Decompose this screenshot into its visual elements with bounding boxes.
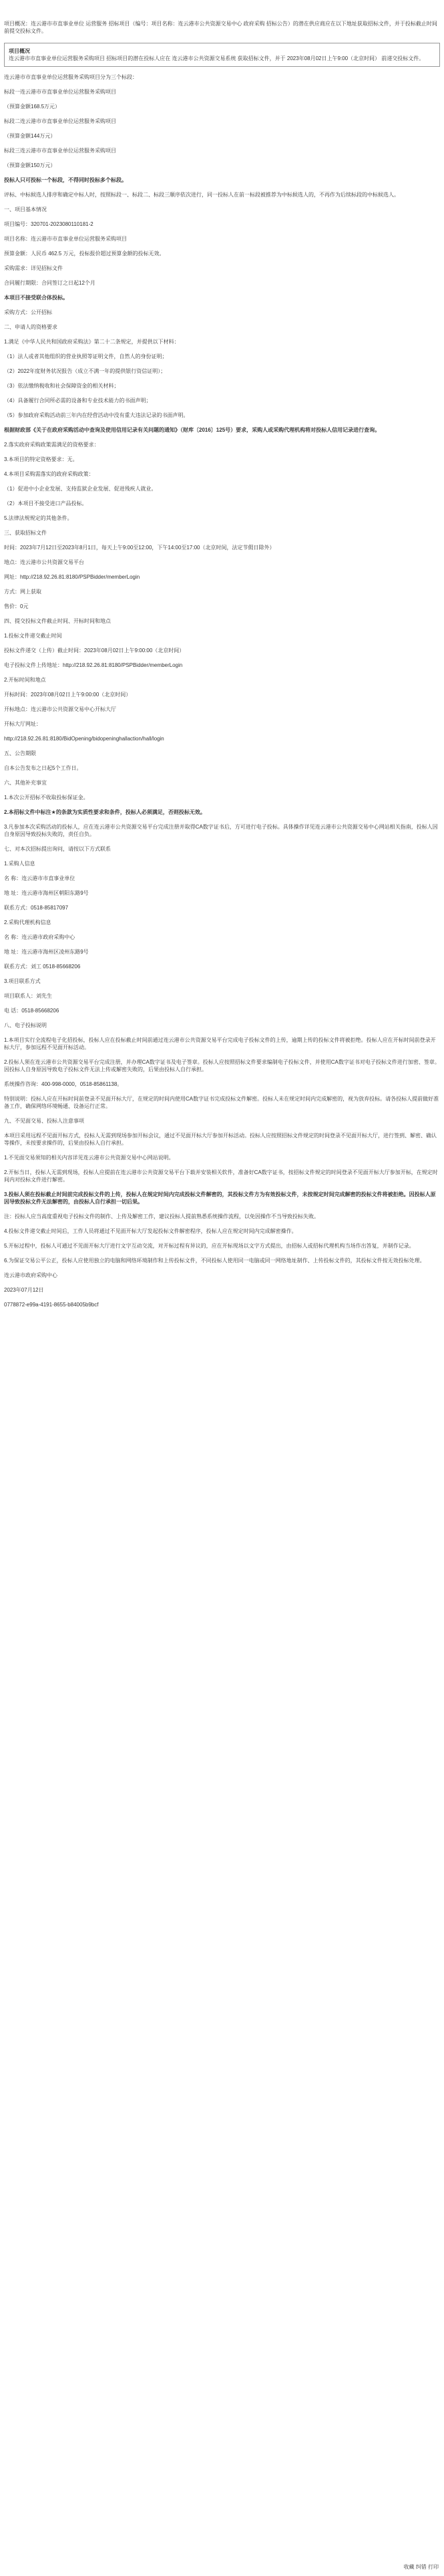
body-line: 一、项目基本情况 — [4, 206, 47, 212]
body-line: 注：投标人应当高度重视电子投标文件的制作、上传及解密工作，建议投标人提前熟悉系统操作流程，以免因操作不当导致投标失败。 — [4, 1213, 319, 1220]
body-line: 自本公告发布之日起5个工作日。 — [4, 765, 82, 771]
body-line: 标段二连云港市市直事业单位运营服务采购项目 — [4, 118, 116, 124]
body-line: 1.采购人信息 — [4, 861, 35, 867]
body-line: 电 话：0518-85668206 — [4, 1008, 59, 1014]
body-line: （预算金额144万元） — [4, 133, 56, 139]
announcement-body — [4, 74, 440, 1308]
body-line: 项目联系人：刘先生 — [4, 993, 52, 999]
body-line: 3.投标人须在投标截止时间前完成投标文件的上传，投标人在规定时间内完成投标文件解密的，其投标文件方为有效投标文件，未按规定时间完成解密的投标文件将被拒绝。因投标人原因导致投标文件无法解密的，由投标人自行承担一切后果。 — [4, 1191, 436, 1205]
footer-actions[interactable] — [404, 2563, 439, 2571]
body-line: 项目名称：连云港市市直事业单位运营服务采购项目 — [4, 236, 127, 242]
body-line: 五、公告期限 — [4, 750, 36, 756]
body-line: （2）本项目不接受进口产品投标。 — [4, 500, 87, 507]
body-line: 标段三连云港市市直事业单位运营服务采购项目 — [4, 148, 116, 154]
body-line: 方式：网上获取 — [4, 589, 41, 595]
body-line: （1）促进中小企业发展、支持监狱企业发展、促进残疾人就业。 — [4, 486, 157, 492]
body-line: 售价：0元 — [4, 603, 29, 609]
body-line: 开标时间：2023年08月02日上午9:00:00（北京时间） — [4, 692, 132, 698]
body-line: 八、电子投标说明 — [4, 1022, 47, 1028]
body-line: http://218.92.26.81:8180/BidOpening/bidopeninghallaction/hall/login — [4, 736, 164, 742]
body-line: 投标人只可投标一个标段，不得同时投标多个标段。 — [4, 177, 127, 183]
body-line: 七、对本次招标提出询问，请按以下方式联系 — [4, 846, 111, 852]
notice-line: 连云港市市直事业单位运营服务采购项目 招标项目的潜在投标人应在 连云港市公共资源交易系统 获取招标文件，并于 2023年08月02日上午9:00（北京时间） 前递交投标文件。 — [9, 55, 425, 61]
body-line: 本项目采用远程不见面开标方式，投标人无需到现场参加开标会议，通过不见面开标大厅参加开标活动。投标人应按照招标文件规定的时间登录不见面开标大厅，进行签到、解密、确认等操作，未按要求操作的，后果由投标人自行承担。 — [4, 1133, 437, 1146]
body-line: 1.不见面交易须知的相关内容详见连云港市公共资源交易中心网站说明。 — [4, 1155, 174, 1161]
body-line: 2023年07月12日 — [4, 1287, 44, 1293]
body-line: （2）2022年度财务状况报告（成立不满一年的提供银行资信证明）； — [4, 368, 166, 374]
body-line: 系统操作咨询：400-998-0000，0518-85861138。 — [4, 1081, 123, 1087]
body-line: （1）法人或者其他组织的营业执照等证明文件，自然人的身份证明； — [4, 353, 168, 360]
body-line: 地点：连云港市公共资源交易平台 — [4, 559, 84, 565]
body-line: 预算金额：人民币 462.5 万元，投标报价超过预算金额的投标无效。 — [4, 251, 165, 257]
body-line: 1.满足《中华人民共和国政府采购法》第二十二条规定，并提供以下材料： — [4, 339, 180, 345]
body-line: 4.投标文件递交截止时间后，工作人员将通过不见面开标大厅发起投标文件解密程序，投标人应在规定时间内完成解密操作。 — [4, 1228, 297, 1234]
body-line: 地 址：连云港市海州区凌州东路9号 — [4, 949, 89, 955]
body-line: 开标大厅网址： — [4, 721, 41, 727]
body-line: （预算金额168.5万元） — [4, 104, 61, 110]
body-line: 名 称：连云港市政府采购中心 — [4, 934, 75, 940]
body-line: 采购方式：公开招标 — [4, 309, 52, 315]
footer-actions-label[interactable]: 收藏 纠错 打印 — [403, 2564, 439, 2570]
body-line: 4.本项目采购需落实的政府采购政策： — [4, 471, 94, 477]
body-line: 时间：2023年7月12日至2023年8月1日，每天上午9:00至12:00，下午14:00至17:00（北京时间，法定节假日除外） — [4, 545, 275, 551]
body-line: 电子投标文件上传地址：http://218.92.26.81:8180/PSPBidder/memberLogin — [4, 662, 183, 668]
body-line: 六、其他补充事宜 — [4, 780, 47, 786]
body-line: 特别说明：投标人应在开标时间前登录不见面开标大厅，在规定的时间内使用CA数字证书完成投标文件解密。投标人未在规定时间内完成解密的，视为放弃投标。请各投标人提前做好准备工作，确保网络环境畅通、设备运行正常。 — [4, 1096, 439, 1109]
notice-title: 项目概况 — [9, 48, 30, 54]
body-line: 2.落实政府采购政策需满足的资格要求： — [4, 442, 99, 448]
body-line: 3.本项目的特定资格要求：无。 — [4, 456, 78, 462]
body-line: 项目编号：320701-2023080110181-2 — [4, 221, 93, 227]
body-line: 名 称：连云港市市直事业单位 — [4, 875, 75, 881]
body-line: 根据财政部《关于在政府采购活动中查询及使用信用记录有关问题的通知》（财库〔2016〕125号）要求，采购人或采购代理机构将对投标人信用记录进行查询。 — [4, 427, 381, 433]
body-line: 采购需求：详见招标文件 — [4, 265, 63, 271]
body-line: 2.本招标文件中标注★的条款为实质性要求和条件，投标人必须满足，否则投标无效。 — [4, 809, 206, 815]
body-line: 3.项目联系方式 — [4, 978, 41, 984]
body-line: 3.凡参加本次采购活动的投标人，应在连云港市公共资源交易平台完成注册并取得CA数字证书后，方可进行电子投标。具体操作详见连云港市公共资源交易中心网站相关指南，投标人因自身原因导致投标失败的，责任自负。 — [4, 824, 438, 837]
body-line: 九、不见面交易、投标人注意事项 — [4, 1118, 84, 1124]
body-line: 评标、中标候选人排序和确定中标人时，按照标段一、标段二、标段三顺序依次进行，同一投标人在前一标段被推荐为中标候选人的，不再作为后续标段的中标候选人。 — [4, 192, 399, 198]
body-line: （3）依法缴纳税收和社会保障资金的相关材料； — [4, 383, 120, 389]
body-line: （预算金额150万元） — [4, 162, 56, 168]
body-line: 1.本项目实行全流程电子化招投标，投标人应在投标截止时间前通过连云港市公共资源交易平台完成电子投标文件的上传，逾期上传的投标文件将被拒绝。投标人应在开标时间前登录开标大厅，参加远程不见面开标活动。 — [4, 1037, 436, 1050]
body-line: 0778872-e99a-4191-8655-b84005b9bcf — [4, 1302, 99, 1308]
body-line: 合同履行期限：合同签订之日起12个月 — [4, 280, 95, 286]
body-line: 联系方式：刘工 0518-85668206 — [4, 964, 81, 970]
intro-text: 项目概况：连云港市市直事业单位 运营服务 招标项目（编号：项目名称：连云港市公共资源交易中心 政府采购 招标公告）的潜在供应商应在以下地址获取招标文件，并于投标截止时间前提交投标文件。 — [4, 21, 437, 34]
body-line: 二、申请人的资格要求 — [4, 324, 57, 330]
body-line: 2.开标当日，投标人无需到现场，投标人应提前在连云港市公共资源交易平台下载并安装相关软件，准备好CA数字证书，按招标文件规定的时间登录不见面开标大厅参加开标，在规定时间内对投标文件进行解密。 — [4, 1169, 438, 1183]
body-line: 本项目不接受联合体投标。 — [4, 295, 68, 301]
body-line: 三、获取招标文件 — [4, 530, 47, 536]
body-line: 2.开标时间和地点 — [4, 677, 46, 683]
body-line: 1.投标文件递交截止时间 — [4, 633, 62, 639]
body-line: 1.本次公开招标不收取投标保证金。 — [4, 795, 89, 801]
notice-box — [4, 43, 440, 67]
body-line: 网址：http://218.92.26.81:8180/PSPBidder/memberLogin — [4, 574, 140, 580]
body-line: 地 址：连云港市海州区朝阳东路9号 — [4, 890, 89, 896]
body-line: 联系方式：0518-85817097 — [4, 905, 69, 911]
body-line: 连云港市政府采购中心 — [4, 1272, 57, 1278]
body-line: 标段一连云港市市直事业单位运营服务采购项目 — [4, 89, 116, 95]
body-line: 连云港市市直事业单位运营服务采购项目分为三个标段： — [4, 74, 138, 80]
body-line: 2.投标人须在连云港市公共资源交易平台完成注册，并办理CA数字证书及电子签章。投标人应按照招标文件要求编制电子投标文件，并使用CA数字证书对电子投标文件进行加密、签章。因投标人自身原因导致电子投标文件无法上传或解密失败的，后果由投标人自行承担。 — [4, 1059, 440, 1072]
body-line: 四、提交投标文件截止时间、开标时间和地点 — [4, 618, 111, 624]
body-line: 投标文件递交（上传）截止时间：2023年08月02日上午9:00:00（北京时间） — [4, 648, 185, 654]
body-line: 5.开标过程中，投标人可通过不见面开标大厅进行文字互动交流，对开标过程有异议的，应在开标现场以文字方式提出，由招标人或招标代理机构当场作出答复，并制作记录。 — [4, 1243, 415, 1249]
body-line: （5）参加政府采购活动前三年内在经营活动中没有重大违法记录的书面声明。 — [4, 412, 189, 418]
body-line: 开标地点：连云港市公共资源交易中心开标大厅 — [4, 706, 116, 712]
body-line: 5.法律法规规定的其他条件。 — [4, 515, 73, 521]
body-line: 2.采购代理机构信息 — [4, 919, 51, 925]
body-line: （4）具备履行合同所必需的设备和专业技术能力的书面声明； — [4, 398, 152, 404]
body-line: 6.为保证交易公平公正，投标人应使用独立的电脑和网络环境制作和上传投标文件，不同投标人使用同一电脑或同一网络地址制作、上传投标文件的，其投标文件按无效投标处理。 — [4, 1258, 425, 1264]
